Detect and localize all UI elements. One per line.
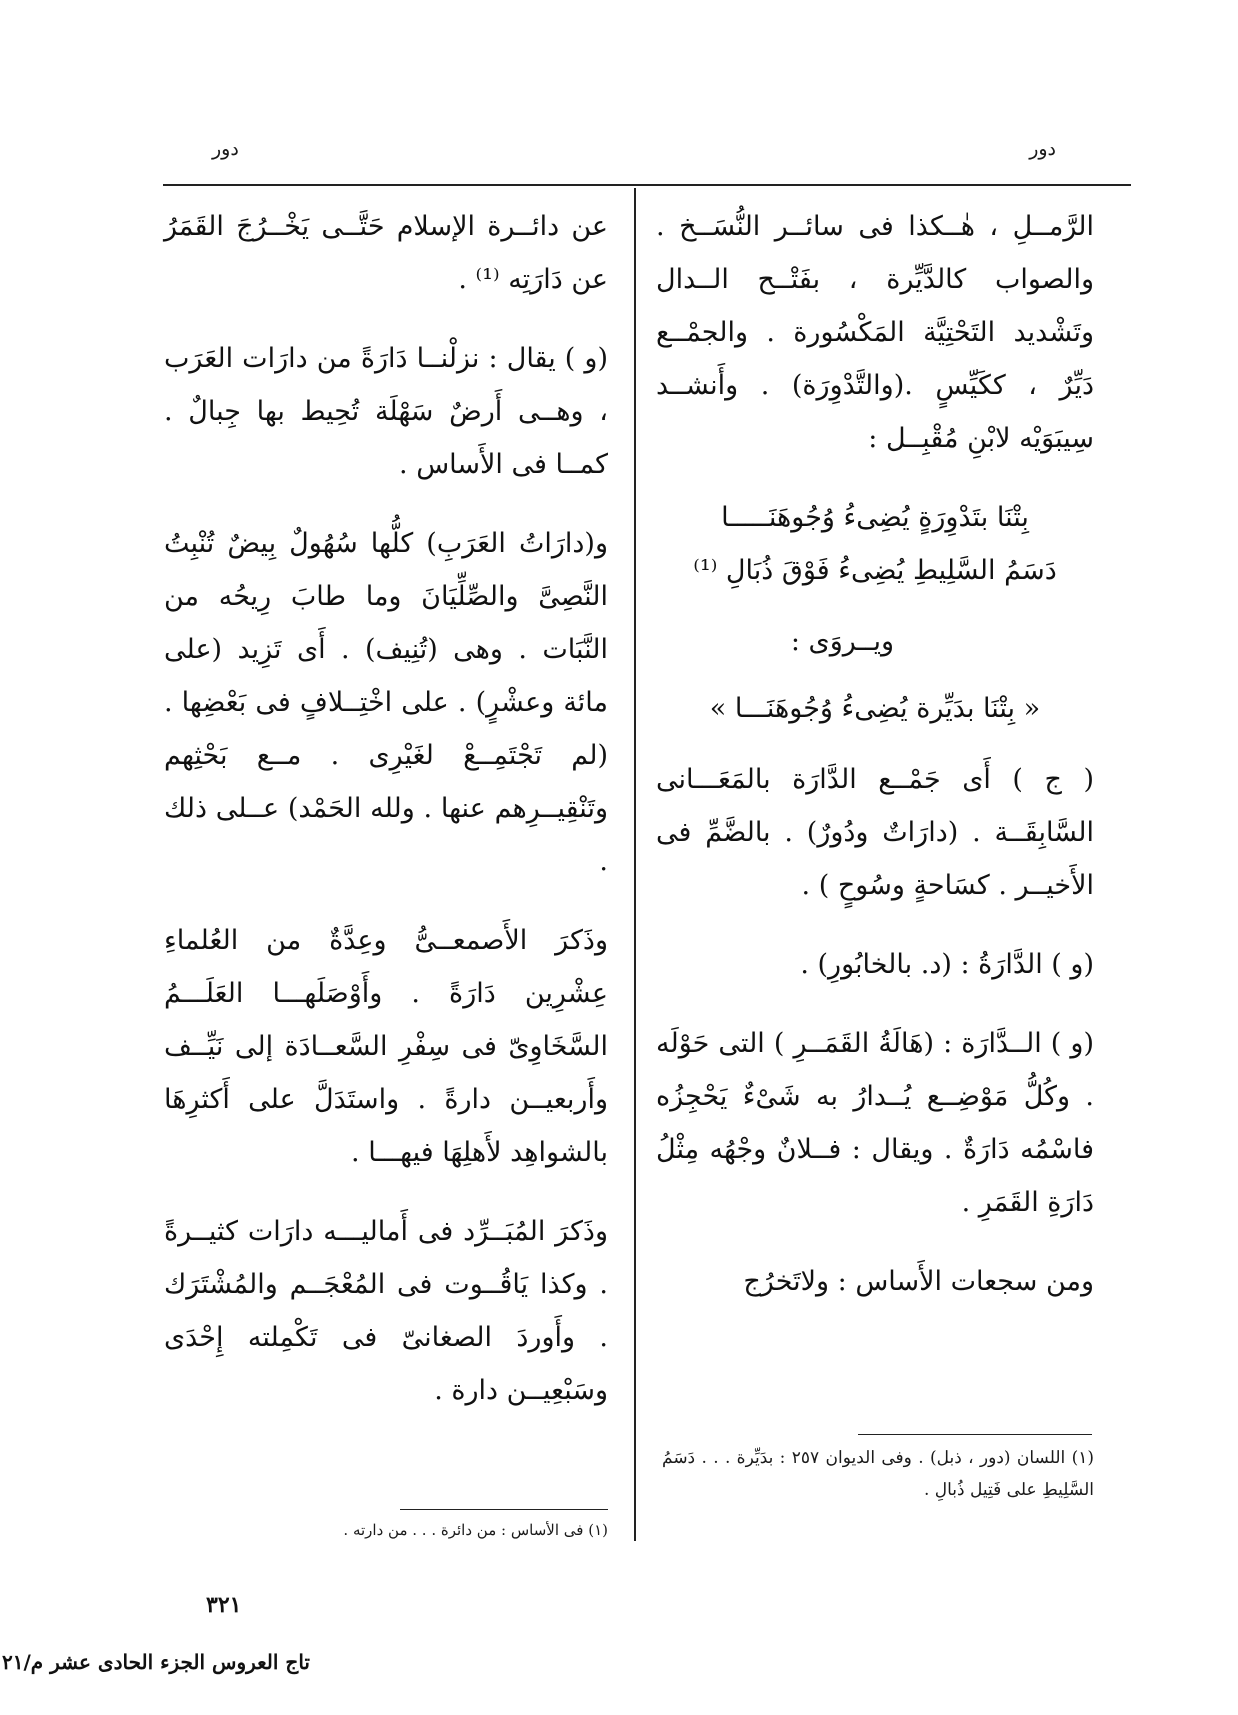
footnote-right: (١) اللسان (دور ، ذبل) . وفى الديوان ٢٥٧ : بدَيِّرة . . . دَسَمُ السَّلِيطِ على فَتِيل ذُبالِ . [662, 1448, 1094, 1500]
paragraph: (و ) الدَّارَةُ : (د. بالخابُورِ) . [800, 949, 1094, 980]
page-number: ٣٢١ [206, 1592, 242, 1618]
verse-line: دَسَمُ السَّلِيطِ يُضِىءُ فَوْقَ ذُبَالِ ⁽¹⁾ [693, 555, 1057, 586]
paragraph: الرَّمــلِ ، هٰــكذا فى سائــر النُّسَــخ . والصواب كالدَّيِّرة ، بفَتْــح الــدال وتَشْديد التَحْتِيَّة المَكْسُورة . والجمْــع دَيِّرٌ ، ككَيِّسٍ .(والتَّدْوِرَة) . وأَنشــد سِيبَوَيْه لابْنِ مُقْبِــل : [656, 211, 1094, 454]
paragraph: و(دارَاتُ العَرَبِ) كلُّها سُهُولٌ بِيضٌ تُنْبِتُ النَّصِىَّ والصِّلِّيَانَ وما طابَ رِيحُه من النَّبَات . وهى (تُنِيف) . أَى تَزِيد (على مائة وعشْرٍ) . على اخْتِــلافٍ فى بَعْضِها . (لم تَجْتَمِــعْ لغَيْرِى . مــع بَحْثِهم وتَنْقِيــرِهم عنها . ولله الحَمْد) عــلى ذلك . [164, 528, 608, 877]
running-header-right: دور [1029, 138, 1056, 160]
paragraph: ( ج ) أَى جَمْــع الدَّارَة بالمَعَـــانى السَّابِقَــة . (دارَاتٌ ودُورٌ) . بالضَّمِّ فى الأَخيــر . كسَاحةٍ وسُوحٍ ) . [656, 764, 1094, 901]
footnote-left: (١) فى الأساس : من دائرة . . . من دارته . [343, 1521, 608, 1539]
verse-line: بِتْنَا بتَدْوِرَةٍ يُضِىءُ وُجُوهَنَـــــا [721, 502, 1029, 533]
footnote-rule [858, 1434, 1092, 1435]
paragraph: (و ) الــدَّارَة : (هَالَةُ القَمَــرِ ) التى حَوْلَه . وكُلُّ مَوْضِــع يُــدارُ به شَىْءٌ يَحْجِزُه فاسْمُه دَارَةٌ . ويقال : فــلانٌ وجْهُه مِثْلُ دَارَةِ القَمَرِ . [656, 1028, 1094, 1218]
paragraph: ومن سجعات الأَساس : ولاتَخرُج [743, 1266, 1094, 1297]
paragraph: ويــروَى : [790, 626, 894, 657]
right-column [656, 200, 1094, 1334]
volume-signature: تاج العروس الجزء الحادى عشر م/٢١ [2, 1650, 310, 1674]
footnote-rule [400, 1509, 608, 1510]
running-header-left: دور [212, 138, 239, 160]
verse-block [656, 491, 1094, 597]
paragraph: وذَكرَ المُبَــرِّد فى أَماليـــه دارَات كثيــرةً . وكذا يَاقُــوت فى المُعْجَــم والمُشْتَرَك . وأَوردَ الصغانىّ فى تَكْمِلته إِحْدَى وسَبْعِيــن دارة . [164, 1216, 608, 1406]
verse-line: « بِتْنَا بدَيِّرة يُضِىءُ وُجُوهَنَـــا » [709, 693, 1041, 724]
verse-block [656, 682, 1094, 735]
paragraph: (و ) يقال : نزلْنــا دَارَةً من دارَات العَرَب ، وهــى أَرضٌ سَهْلَة تُحِيط بها جِبالٌ . كمــا فى الأَساس . [164, 343, 608, 480]
paragraph: وذَكرَ الأَصمعــىُّ وعِدَّةٌ من العُلماءِ عِشْرِين دَارَةً . وأَوْصَلَهـــا العَلَـــمُ السَّخَاوِىّ فى سِفْرِ السَّعــادَة إلى نَيِّــف وأَربعيــن دارةً . واستَدَلَّ على أَكثرِهَا بالشواهِد لأَهلِهَا فيهـــا . [164, 925, 608, 1168]
left-column [164, 200, 608, 1443]
header-rule [163, 184, 1131, 186]
column-divider [634, 188, 636, 1541]
paragraph: عن دائــرة الإسلام حَتَّــى يَخْــرُجَ القَمَرُ عن دَارَتِه ⁽¹⁾ . [164, 211, 608, 295]
